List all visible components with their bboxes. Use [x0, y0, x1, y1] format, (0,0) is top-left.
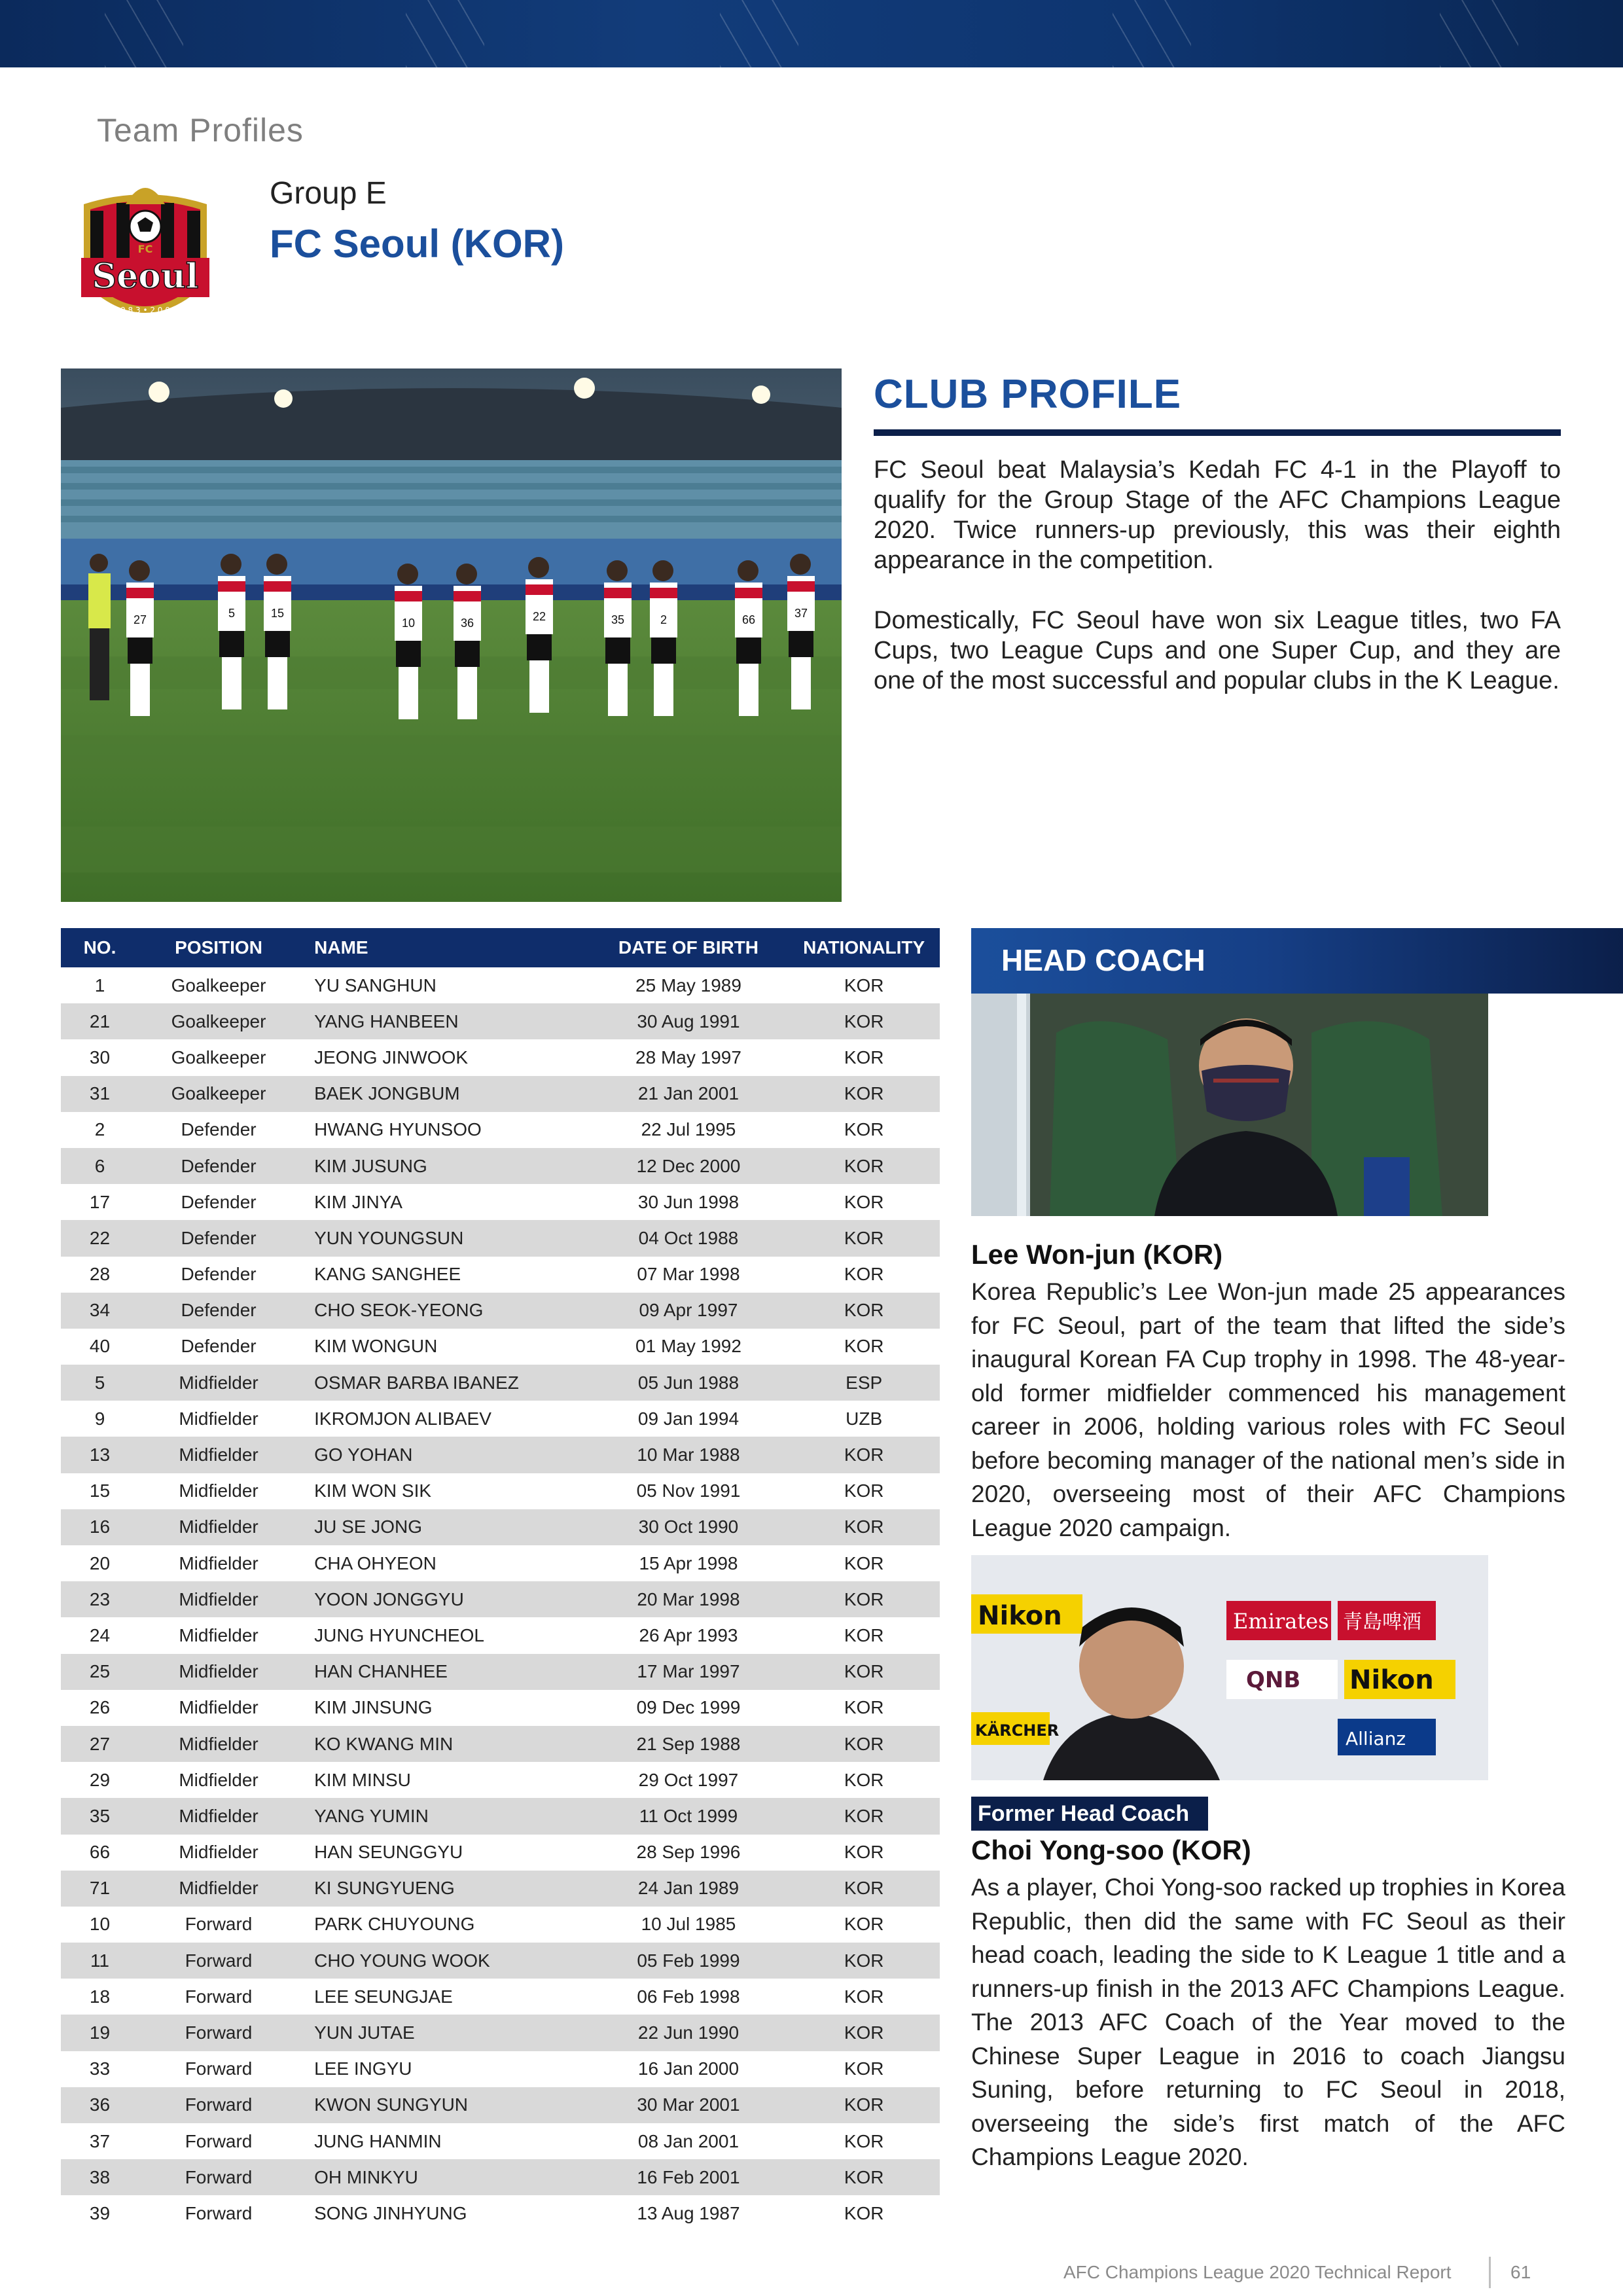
player-dob: 05 Feb 1999 — [589, 1943, 789, 1979]
shirt-number: 35 — [611, 613, 625, 626]
player-dob: 26 Apr 1993 — [639, 1624, 738, 1645]
shirt-number: 66 — [741, 613, 756, 626]
table-row — [61, 1545, 940, 1581]
sponsor-text: Allianz — [1346, 1728, 1406, 1749]
shirt-number: 15 — [270, 607, 285, 620]
table-row — [61, 1762, 940, 1798]
player-dob: 24 Jan 1989 — [589, 1871, 789, 1907]
table-row — [61, 2087, 940, 2123]
player-nationality: KOR — [844, 1697, 884, 1718]
player-nationality: KOR — [844, 1914, 884, 1935]
player-position: Forward — [139, 1943, 298, 1979]
player-number: 17 — [89, 1191, 111, 1212]
sponsor-text: 青島啤酒 — [1343, 1611, 1421, 1634]
player-nationality: KOR — [788, 2087, 940, 2123]
player-dob: 30 Oct 1990 — [589, 1509, 789, 1545]
logo-years: 1 9 8 3 • 2 0 0 4 — [113, 306, 178, 315]
head-coach-banner-label: HEAD COACH — [1001, 943, 1205, 977]
table-row — [61, 1726, 940, 1762]
header-name: NAME — [298, 928, 588, 967]
player-nationality: KOR — [788, 1076, 940, 1112]
club-profile-paragraph: Domestically, FC Seoul have won six League titles, two FA Cups, two League Cups and one Super Cup, and they are one of the most successful and popular clubs in the K League. — [874, 607, 1561, 694]
player-dob: 05 Nov 1991 — [636, 1480, 741, 1501]
header-position: POSITION — [139, 928, 298, 967]
team-photo — [61, 368, 842, 902]
player-dob: 16 Feb 2001 — [589, 2159, 789, 2195]
table-row — [61, 1293, 940, 1329]
player-dob: 15 Apr 1998 — [639, 1552, 738, 1573]
player-dob: 29 Oct 1997 — [638, 1769, 739, 1790]
player-dob: 12 Dec 2000 — [589, 1148, 789, 1184]
hex-pattern — [406, 0, 484, 67]
player-nationality: KOR — [844, 1336, 884, 1357]
squad-header-row — [61, 928, 940, 967]
player-position: Midfielder — [179, 1480, 259, 1501]
table-row — [61, 2051, 940, 2087]
sponsor-text: QNB — [1246, 1667, 1301, 1693]
player-name: CHA OHYEON — [314, 1552, 437, 1573]
player-position: Defender — [181, 1119, 257, 1140]
player-name: JEONG JINWOOK — [314, 1047, 469, 1067]
player-name: YUN YOUNGSUN — [298, 1220, 588, 1256]
player-name: YUN JUTAE — [298, 2015, 588, 2051]
player-name: KI SUNGYUENG — [298, 1871, 588, 1907]
player-number: 23 — [61, 1581, 139, 1617]
footer-separator — [1489, 2257, 1491, 2288]
player-dob: 30 Aug 1991 — [589, 1003, 789, 1039]
player-dob: 10 Mar 1988 — [589, 1437, 789, 1473]
player-number: 39 — [89, 2202, 111, 2223]
player-name: GO YOHAN — [298, 1437, 588, 1473]
player-number: 6 — [61, 1148, 139, 1184]
player-number: 34 — [61, 1293, 139, 1329]
player-position: Midfielder — [139, 1509, 298, 1545]
player-nationality: KOR — [844, 2058, 884, 2079]
club-profile-title: CLUB PROFILE — [874, 372, 1182, 417]
player-dob: 08 Jan 2001 — [637, 2130, 740, 2151]
player-dob: 30 Mar 2001 — [589, 2087, 789, 2123]
table-row — [61, 1979, 940, 2015]
player-nationality: KOR — [844, 975, 884, 996]
player-nationality: KOR — [844, 1769, 884, 1790]
player-dob: 05 Jun 1988 — [589, 1365, 789, 1401]
player-position: Goalkeeper — [139, 1076, 298, 1112]
player-name: OH MINKYU — [298, 2159, 588, 2195]
player-dob: 28 Sep 1996 — [636, 1842, 741, 1863]
player-position: Defender — [139, 1148, 298, 1184]
player-nationality: KOR — [788, 1437, 940, 1473]
player-number: 25 — [61, 1654, 139, 1690]
player-nationality: KOR — [844, 2130, 884, 2151]
player-name: YANG HANBEEN — [298, 1003, 588, 1039]
table-row — [61, 1943, 940, 1979]
player-nationality: KOR — [788, 1148, 940, 1184]
player-number: 9 — [94, 1408, 105, 1429]
player-dob: 10 Jul 1985 — [641, 1914, 736, 1935]
shirt-number: 37 — [794, 607, 808, 620]
player-position: Goalkeeper — [139, 1003, 298, 1039]
player-dob: 09 Dec 1999 — [636, 1697, 741, 1718]
player-name: KANG SANGHEE — [314, 1264, 461, 1285]
player-position: Midfielder — [179, 1408, 259, 1429]
player-number: 2 — [94, 1119, 105, 1140]
sponsor-text: Nikon — [978, 1601, 1062, 1631]
player-number: 66 — [89, 1842, 111, 1863]
player-name: HWANG HYUNSOO — [314, 1119, 482, 1140]
player-number: 26 — [89, 1697, 111, 1718]
player-dob: 11 Oct 1999 — [589, 1798, 789, 1834]
table-row — [61, 1437, 940, 1473]
player-dob: 22 Jun 1990 — [589, 2015, 789, 2051]
player-nationality: KOR — [788, 1003, 940, 1039]
player-dob: 20 Mar 1998 — [589, 1581, 789, 1617]
player-name: CHO YOUNG WOOK — [298, 1943, 588, 1979]
player-nationality: KOR — [844, 1191, 884, 1212]
player-position: Forward — [185, 1914, 253, 1935]
head-coach-photo — [971, 994, 1488, 1216]
table-row — [61, 1148, 940, 1184]
table-row — [61, 1473, 940, 1509]
player-number: 19 — [61, 2015, 139, 2051]
player-name: KIM WONGUN — [314, 1336, 438, 1357]
player-number: 10 — [89, 1914, 111, 1935]
table-row — [61, 1654, 940, 1690]
player-nationality: KOR — [788, 1798, 940, 1834]
player-nationality: KOR — [788, 1726, 940, 1762]
player-dob: 04 Oct 1988 — [589, 1220, 789, 1256]
player-name: YANG YUMIN — [298, 1798, 588, 1834]
player-number: 27 — [61, 1726, 139, 1762]
sponsor-text: Nikon — [1349, 1665, 1434, 1695]
club-profile-divider — [874, 429, 1561, 436]
player-name: BAEK JONGBUM — [298, 1076, 588, 1112]
player-number: 1 — [94, 975, 105, 996]
player-number: 18 — [89, 1986, 111, 2007]
player-number: 11 — [61, 1943, 139, 1979]
player-number: 28 — [89, 1264, 111, 1285]
table-row — [61, 1365, 940, 1401]
player-nationality: KOR — [844, 1552, 884, 1573]
player-name: HAN CHANHEE — [298, 1654, 588, 1690]
squad-table — [61, 928, 940, 2232]
player-number: 40 — [89, 1336, 111, 1357]
player-nationality: KOR — [788, 1509, 940, 1545]
shirt-number: 36 — [460, 617, 474, 630]
player-nationality: KOR — [788, 1654, 940, 1690]
shirt-number: 22 — [532, 610, 546, 623]
player-nationality: KOR — [844, 2202, 884, 2223]
player-number: 24 — [89, 1624, 111, 1645]
player-dob: 21 Jan 2001 — [589, 1076, 789, 1112]
player-number: 29 — [89, 1769, 111, 1790]
player-dob: 01 May 1992 — [635, 1336, 741, 1357]
table-row — [61, 1220, 940, 1256]
player-name: JUNG HANMIN — [314, 2130, 442, 2151]
page-number: 61 — [1510, 2262, 1531, 2282]
former-coach-photo — [971, 1555, 1488, 1780]
player-name: YOON JONGGYU — [298, 1581, 588, 1617]
player-position: Defender — [139, 1293, 298, 1329]
hex-pattern — [720, 0, 798, 67]
header-nationality: NATIONALITY — [788, 928, 940, 967]
table-row — [61, 2159, 940, 2195]
head-coach-name: Lee Won-jun (KOR) — [971, 1239, 1223, 1270]
player-name: KIM JUSUNG — [298, 1148, 588, 1184]
player-dob: 21 Sep 1988 — [589, 1726, 789, 1762]
player-number: 35 — [61, 1798, 139, 1834]
player-position: Forward — [139, 2159, 298, 2195]
player-nationality: KOR — [788, 1943, 940, 1979]
player-number: 16 — [61, 1509, 139, 1545]
player-dob: 06 Feb 1998 — [637, 1986, 740, 2007]
player-nationality: KOR — [788, 1293, 940, 1329]
player-dob: 22 Jul 1995 — [641, 1119, 736, 1140]
player-name: PARK CHUYOUNG — [314, 1914, 475, 1935]
player-position: Forward — [185, 1986, 253, 2007]
player-position: Forward — [185, 2130, 253, 2151]
player-position: Forward — [139, 2015, 298, 2051]
table-row — [61, 1329, 940, 1365]
sponsor-text: Emirates — [1233, 1609, 1329, 1634]
player-name: OSMAR BARBA IBANEZ — [298, 1365, 588, 1401]
player-name: JUNG HYUNCHEOL — [314, 1624, 484, 1645]
club-logo — [72, 171, 219, 343]
player-position: Defender — [139, 1220, 298, 1256]
player-position: Goalkeeper — [171, 1047, 266, 1067]
player-dob: 07 Mar 1998 — [637, 1264, 740, 1285]
player-position: Midfielder — [179, 1769, 259, 1790]
shirt-number: 2 — [660, 613, 668, 626]
player-number: 37 — [89, 2130, 111, 2151]
player-name: LEE SEUNGJAE — [314, 1986, 453, 2007]
player-name: CHO SEOK-YEONG — [298, 1293, 588, 1329]
player-nationality: KOR — [844, 1842, 884, 1863]
player-dob: 13 Aug 1987 — [637, 2202, 740, 2223]
player-number: 15 — [89, 1480, 111, 1501]
section-label: Team Profiles — [97, 112, 304, 149]
group-label: Group E — [270, 176, 387, 211]
table-row — [61, 1581, 940, 1617]
hex-pattern — [1440, 0, 1518, 67]
player-name: IKROMJON ALIBAEV — [314, 1408, 491, 1429]
player-dob: 30 Jun 1998 — [637, 1191, 740, 1212]
player-nationality: UZB — [846, 1408, 883, 1429]
club-profile-paragraph: FC Seoul beat Malaysia’s Kedah FC 4-1 in the Playoff to qualify for the Group Stage of the AFC Champions League 2020. Twice runners-up previously, this was their eighth appearance in the competition. — [874, 456, 1561, 574]
player-position: Forward — [185, 2202, 253, 2223]
table-row — [61, 1690, 940, 1726]
table-row — [61, 1871, 940, 1907]
player-number: 21 — [61, 1003, 139, 1039]
player-position: Midfielder — [179, 1624, 259, 1645]
player-number: 36 — [61, 2087, 139, 2123]
logo-small-text: FC — [137, 243, 153, 255]
player-position: Midfielder — [179, 1842, 259, 1863]
player-number: 20 — [89, 1552, 111, 1573]
table-row — [61, 1907, 940, 1943]
table-row — [61, 967, 940, 1003]
player-nationality: KOR — [788, 1220, 940, 1256]
player-position: Midfielder — [179, 1552, 259, 1573]
former-coach-bio: As a player, Choi Yong-soo racked up trophies in Korea Republic, then did the same with FC Seoul as their head coach, leading the side to K League 1 title and a runners-up finish in the 2013 AFC Champions League. The 2013 AFC Coach of the Year moved to the Chinese Super League in 2016 to coach Jiangsu Suning, before returning to FC Seoul in 2018, overseeing the side’s first match of the AFC Champions League 2020. — [971, 1874, 1565, 2170]
player-position: Defender — [181, 1191, 257, 1212]
table-row — [61, 2195, 940, 2231]
player-position: Midfielder — [139, 1726, 298, 1762]
table-row — [61, 1076, 940, 1112]
shirt-number: 27 — [133, 613, 147, 626]
player-number: 22 — [61, 1220, 139, 1256]
player-nationality: KOR — [844, 1986, 884, 2007]
logo-text: Seoul — [92, 257, 199, 296]
table-row — [61, 1617, 940, 1653]
player-number: 5 — [61, 1365, 139, 1401]
player-position: Midfielder — [139, 1871, 298, 1907]
sponsor-text: KÄRCHER — [975, 1721, 1060, 1740]
player-name: LEE INGYU — [314, 2058, 412, 2079]
shirt-number: 10 — [401, 617, 416, 630]
player-name: KWON SUNGYUN — [298, 2087, 588, 2123]
table-row — [61, 1257, 940, 1293]
footer-report-title: AFC Champions League 2020 Technical Report — [1063, 2262, 1452, 2282]
player-name: KIM WON SIK — [314, 1480, 432, 1501]
player-name: KIM JINYA — [314, 1191, 402, 1212]
team-title: FC Seoul (KOR) — [270, 222, 564, 266]
table-row — [61, 1835, 940, 1871]
hex-pattern — [1113, 0, 1191, 67]
table-row — [61, 1509, 940, 1545]
player-dob: 09 Jan 1994 — [637, 1408, 740, 1429]
header-no: NO. — [61, 928, 139, 967]
player-dob: 16 Jan 2000 — [637, 2058, 740, 2079]
player-number: 38 — [61, 2159, 139, 2195]
table-row — [61, 1112, 940, 1148]
player-nationality: KOR — [844, 1119, 884, 1140]
player-dob: 17 Mar 1997 — [589, 1654, 789, 1690]
player-position: Forward — [139, 2087, 298, 2123]
head-coach-bio: Korea Republic’s Lee Won-jun made 25 appearances for FC Seoul, part of the team that lifted the side’s inaugural Korean FA Cup trophy in 1998. The 48-year-old former midfielder commenced his management career in 2006, holding various roles with FC Seoul before becoming manager of the national men’s side in 2020, overseeing most of their AFC Champions League 2020 campaign. — [971, 1278, 1565, 1541]
player-dob: 09 Apr 1997 — [589, 1293, 789, 1329]
player-name: HAN SEUNGGYU — [314, 1842, 463, 1863]
table-row — [61, 1003, 940, 1039]
player-position: Defender — [181, 1264, 257, 1285]
player-nationality: KOR — [788, 1581, 940, 1617]
former-head-coach-badge: Former Head Coach — [971, 1797, 1208, 1831]
player-nationality: KOR — [844, 1264, 884, 1285]
player-position: Midfielder — [139, 1437, 298, 1473]
player-position: Midfielder — [139, 1365, 298, 1401]
player-nationality: KOR — [844, 1624, 884, 1645]
table-row — [61, 1039, 940, 1075]
player-name: JU SE JONG — [298, 1509, 588, 1545]
table-row — [61, 2015, 940, 2051]
player-dob: 28 May 1997 — [635, 1047, 741, 1067]
player-name: KO KWANG MIN — [298, 1726, 588, 1762]
player-nationality: KOR — [788, 2159, 940, 2195]
table-row — [61, 2123, 940, 2159]
player-dob: 25 May 1989 — [635, 975, 741, 996]
player-name: YU SANGHUN — [314, 975, 437, 996]
table-row — [61, 1798, 940, 1834]
table-row — [61, 1401, 940, 1437]
player-position: Midfielder — [179, 1697, 259, 1718]
player-position: Midfielder — [139, 1654, 298, 1690]
player-name: KIM MINSU — [314, 1769, 411, 1790]
player-position: Forward — [185, 2058, 253, 2079]
table-row — [61, 1184, 940, 1220]
shirt-number: 5 — [228, 607, 236, 620]
player-nationality: KOR — [788, 1871, 940, 1907]
player-name: KIM JINSUNG — [314, 1697, 433, 1718]
player-position: Defender — [181, 1336, 257, 1357]
player-number: 30 — [89, 1047, 111, 1067]
player-number: 71 — [61, 1871, 139, 1907]
player-nationality: KOR — [788, 2015, 940, 2051]
player-nationality: ESP — [788, 1365, 940, 1401]
player-number: 13 — [61, 1437, 139, 1473]
player-nationality: KOR — [844, 1480, 884, 1501]
top-banner — [0, 0, 1623, 67]
player-position: Midfielder — [139, 1581, 298, 1617]
squad-table-body — [61, 967, 940, 2232]
hex-pattern — [105, 0, 183, 67]
player-nationality: KOR — [844, 1047, 884, 1067]
player-number: 31 — [61, 1076, 139, 1112]
former-coach-name: Choi Yong-soo (KOR) — [971, 1835, 1251, 1865]
player-number: 33 — [89, 2058, 111, 2079]
player-position: Goalkeeper — [171, 975, 266, 996]
player-name: SONG JINHYUNG — [314, 2202, 467, 2223]
header-dob: DATE OF BIRTH — [589, 928, 789, 967]
player-position: Midfielder — [139, 1798, 298, 1834]
